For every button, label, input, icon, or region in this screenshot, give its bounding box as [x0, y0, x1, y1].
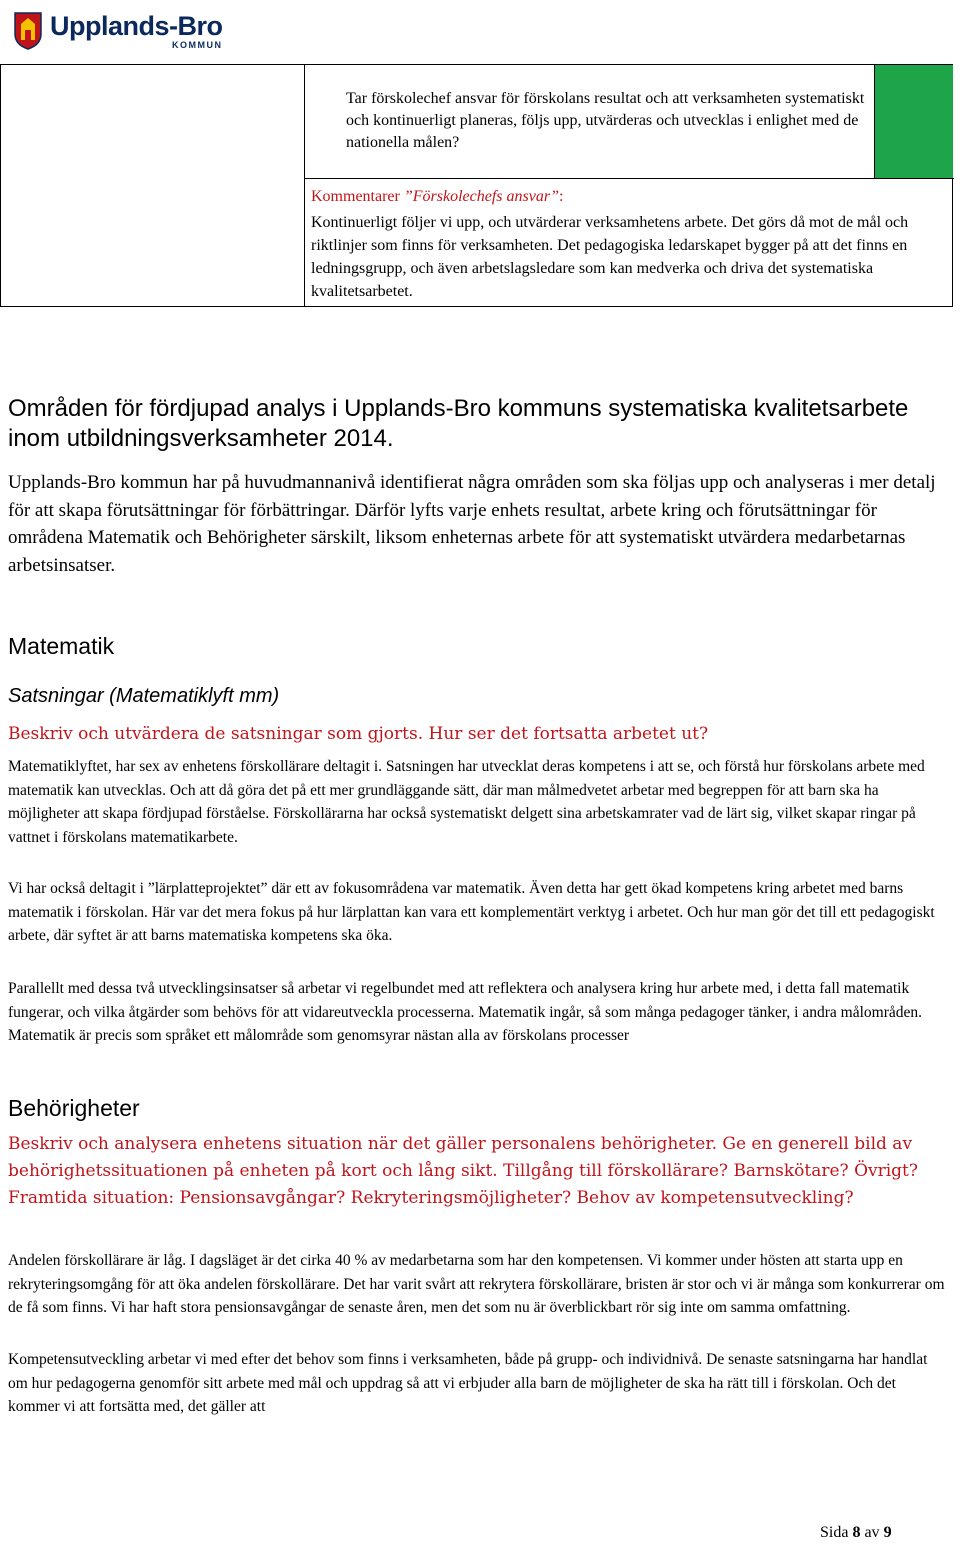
- behorigheter-paragraph: Kompetensutveckling arbetar vi med efter det behov som finns i verksamheten, både på grupp- och individnivå. De senaste satsningarna har handlat om hur pedagogerna genomför sitt arbete med mål och uppdrag så att vi erbjuder alla barn de möjligheter de ska ha rätt till i förskolan. Och det kommer vi att fortsätta med, det gäller att: [8, 1351, 928, 1415]
- assessment-table: [0, 64, 954, 308]
- behorigheter-paragraph: Andelen förskollärare är låg. I dagsläget är det cirka 40 % av medarbetarna som har den kompetensen. Vi kommer under hösten att starta upp en rekryteringsomgång för att öka andelen förskollärare. Det har varit svårt att rekrytera förskollärare, bristen är stor och vi är många som konkurrerar om de få som finns. Vi har haft stora pensionsavgångar de senaste åren, men det som nu är överblickbart rör sig inte om samma omfattning.: [8, 1252, 945, 1316]
- comment-label: Kommentarer ”Förskolechefs ansvar”:: [311, 188, 564, 205]
- behorigheter-prompt: Beskriv och analysera enhetens situation när det gäller personalens behörigheter. Ge en generell bild av behörighetssituationen på enheten på kort och lång sikt. Tillgång till förskollärare? Barnskötare? Övrigt? Framtida situation: Pensionsavgångar? Rekryteringsmöjligheter? Behov av kompetensutveckling?: [8, 1134, 919, 1208]
- comment-body: Kontinuerligt följer vi upp, och utvärderar verksamhetens arbete. Det görs då mot de mål och riktlinjer som finns för verksamheten. Det pedagogiska ledarskapet bygger på att det finns en ledningsgrupp, och även arbetslagsledare som kan medverka och driva det systematiska kvalitetsarbetet.: [311, 214, 909, 300]
- page-number: Sida 8 av 9: [820, 1524, 892, 1541]
- table-question: Tar förskolechef ansvar för förskolans resultat och att verksamheten systematiskt och kontinuerligt planeras, följs upp, utvärderas och utvecklas i enlighet med de nationella målen?: [346, 90, 865, 151]
- matematik-prompt: Beskriv och utvärdera de satsningar som gjorts. Hur ser det fortsatta arbetet ut?: [8, 724, 709, 744]
- matematik-heading: Matematik: [8, 633, 115, 659]
- coat-of-arms-icon: [14, 12, 42, 50]
- matematik-paragraph: Matematiklyftet, har sex av enhetens förskollärare deltagit i. Satsningen har utvecklat deras kompetens i att se, och förstå hur förskolans arbete med matematik kan utvecklas. Och att då göra det på ett mer grundläggande sätt, där man målmedvetet arbetar med begreppen för att barn ska ha möjligheter att skapa fördjupad förståelse. Förskollärarna har också systematiskt delgett sina arbetskamrater vad de lärt sig, vilket skapar ringar på vattnet i förskolans matematikarbete.: [8, 758, 925, 846]
- section-intro: Upplands-Bro kommun har på huvudmannanivå identifierat några områden som ska följas upp och analyseras i mer detalj för att skapa förutsättningar för förbättringar. Därför lyfts varje enhets resultat, arbete kring och förutsättningar för områdena Matematik och Behörigheter särskilt, liksom enheternas arbete för att systematiskt utvärdera medarbetarnas arbetsinsatser.: [8, 472, 936, 576]
- section-heading: Områden för fördjupad analys i Upplands-Bro kommuns systematiska kvalitetsarbete inom utbildningsverksamheter 2014.: [8, 395, 909, 452]
- status-indicator: [875, 65, 953, 178]
- table-divider: [304, 178, 954, 179]
- logo: [14, 6, 223, 56]
- matematik-subheading: Satsningar (Matematiklyft mm): [8, 685, 280, 707]
- logo-name: Upplands-Bro: [50, 10, 223, 41]
- logo-subtitle: KOMMUN: [172, 39, 223, 50]
- table-divider: [304, 64, 305, 307]
- matematik-paragraph: Parallellt med dessa två utvecklingsinsatser så arbetar vi regelbundet med att reflektera och analysera kring hur arbete med, i detta fall matematik fungerar, och vilka åtgärder som behövs för att vidareutveckla processerna. Matematik ingår, så som många pedagoger tänker, i andra målområden. Matematik är precis som språket ett målområde som genomsyrar nästan alla av förskolans processer: [8, 980, 923, 1044]
- matematik-paragraph: Vi har också deltagit i ”lärplatteprojektet” där ett av fokusområdena var matematik. Även detta har gett ökad kompetens kring arbetet med barns matematik i förskolan. Här var det mera fokus på hur lärplattan kan vara ett komplementärt verktyg i arbetet. Och hur man gör det till ett pedagogiskt arbete, där syftet är att barns matematiska kompetens ska öka.: [8, 880, 935, 944]
- behorigheter-heading: Behörigheter: [8, 1095, 140, 1121]
